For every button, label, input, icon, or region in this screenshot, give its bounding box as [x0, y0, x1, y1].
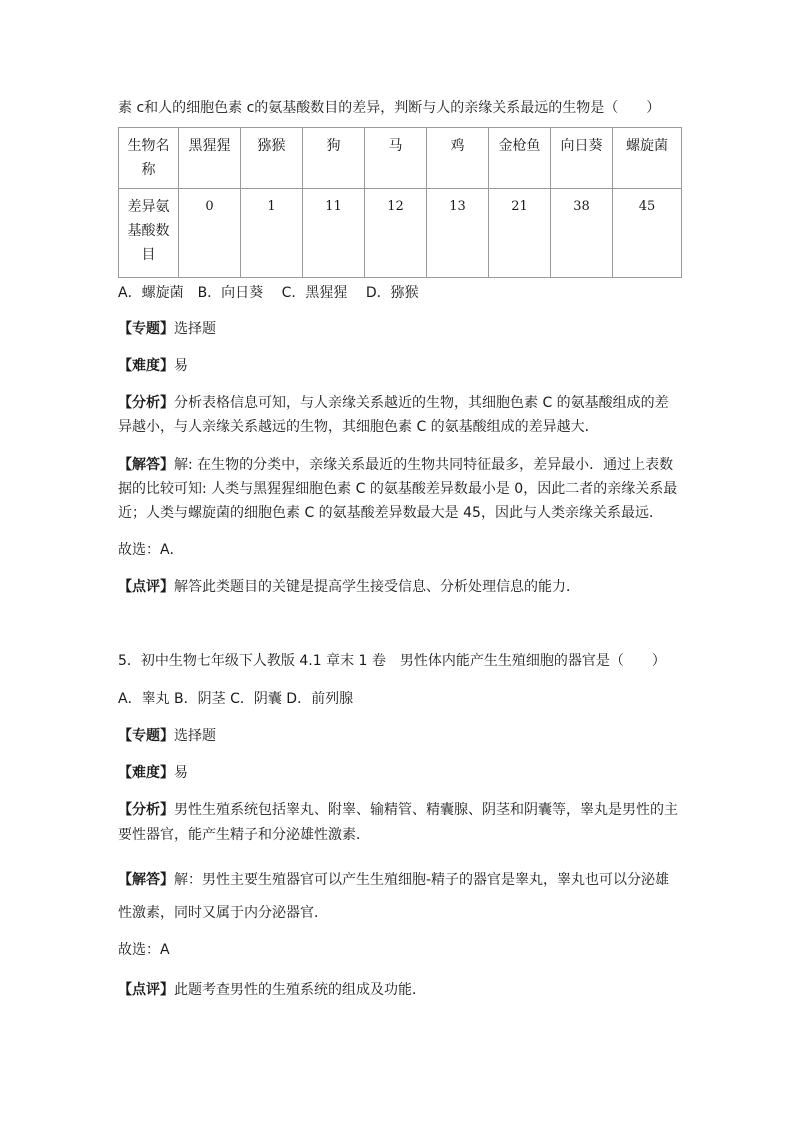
q5-analysis-line1: [118, 800, 678, 820]
answer-text: 解: 在生物的分类中，亲缘关系最近的生物共同特征最多，差异最小．通过上表数: [174, 457, 674, 473]
analysis-text: 男性生殖系统包括睾丸、附睾、输精管、精囊腺、阴茎和阴囊等，睾丸是男性的主: [174, 802, 678, 818]
q5-difficulty: [118, 763, 188, 783]
analysis-tag: 【分析】: [118, 802, 174, 818]
table-row: [119, 189, 682, 278]
difference-cell: 45: [613, 189, 682, 278]
difference-cell: 38: [551, 189, 613, 278]
q4-difficulty: [118, 356, 188, 376]
q4-question: 素 c和人的细胞色素 c的氨基酸数目的差异，判断与人的亲缘关系最远的生物是（ ）: [118, 100, 661, 116]
answer-tag: 【解答】: [118, 872, 174, 888]
topic-tag: 【专题】: [118, 321, 174, 337]
amino-acid-difference-table: [118, 127, 682, 278]
q4-analysis-line1: [118, 393, 669, 413]
organism-cell: 黑猩猩: [179, 128, 241, 189]
q5-answer-line1: [118, 870, 669, 890]
difference-cell: 0: [179, 189, 241, 278]
row-header-organism: 生物名称: [119, 128, 179, 189]
q4-answer-line3: 近；人类与螺旋菌的细胞色素 C 的氨基酸差异数最大是 45，因此与人类亲缘关系最远．: [118, 505, 663, 521]
organism-cell: 马: [365, 128, 427, 189]
q4-options: A．螺旋菌 B．向日葵 C．黑猩猩 D．猕猴: [118, 285, 419, 301]
q4-answer-line2: 据的比较可知: 人类与黑猩猩细胞色素 C 的氨基酸差异数最小是 0，因此二者的亲缘关系最: [118, 481, 678, 497]
q5-topic: [118, 726, 216, 746]
q5-comment: [118, 980, 426, 1000]
comment-text: 此题考查男性的生殖系统的组成及功能．: [174, 982, 426, 998]
organism-cell: 向日葵: [551, 128, 613, 189]
organism-cell: 金枪鱼: [489, 128, 551, 189]
q4-comment: [118, 577, 580, 597]
difficulty-tag: 【难度】: [118, 765, 174, 781]
q4-choice: 故选：A．: [118, 542, 184, 558]
answer-tag: 【解答】: [118, 457, 174, 473]
organism-cell: 猕猴: [241, 128, 303, 189]
analysis-tag: 【分析】: [118, 395, 174, 411]
q5-options: A．睾丸 B．阴茎 C．阴囊 D．前列腺: [118, 691, 354, 707]
difference-cell: 13: [427, 189, 489, 278]
difficulty-tag: 【难度】: [118, 358, 174, 374]
table-row: [119, 128, 682, 189]
difficulty-value: 易: [174, 765, 188, 781]
organism-cell: 螺旋菌: [613, 128, 682, 189]
difference-cell: 11: [303, 189, 365, 278]
q4-analysis-line2: 异越小，与人亲缘关系越远的生物，其细胞色素 C 的氨基酸组成的差异越大．: [118, 419, 599, 435]
answer-text: 解：男性主要生殖器官可以产生生殖细胞-精子的器官是睾丸，睾丸也可以分泌雄: [174, 872, 670, 888]
difference-cell: 21: [489, 189, 551, 278]
topic-tag: 【专题】: [118, 728, 174, 744]
q4-topic: [118, 319, 216, 339]
difference-cell: 12: [365, 189, 427, 278]
difficulty-value: 易: [174, 358, 188, 374]
organism-cell: 狗: [303, 128, 365, 189]
topic-value: 选择题: [174, 728, 216, 744]
analysis-text: 分析表格信息可知，与人亲缘关系越近的生物，其细胞色素 C 的氨基酸组成的差: [174, 395, 669, 411]
comment-tag: 【点评】: [118, 579, 174, 595]
q5-answer-line2: 性激素，同时又属于内分泌器官．: [118, 905, 328, 921]
comment-tag: 【点评】: [118, 982, 174, 998]
topic-value: 选择题: [174, 321, 216, 337]
row-header-difference: 差异氨基酸数目: [119, 189, 179, 278]
organism-cell: 鸡: [427, 128, 489, 189]
comment-text: 解答此类题目的关键是提高学生接受信息、分析处理信息的能力．: [174, 579, 580, 595]
q4-answer-line1: [118, 455, 673, 475]
difference-cell: 1: [241, 189, 303, 278]
q5-analysis-line2: 要性器官，能产生精子和分泌雄性激素．: [118, 827, 370, 843]
q5-question: 5．初中生物七年级下人教版 4.1 章末 1 卷 男性体内能产生生殖细胞的器官是（ ）: [118, 653, 666, 669]
q5-choice: 故选：A: [118, 942, 170, 958]
